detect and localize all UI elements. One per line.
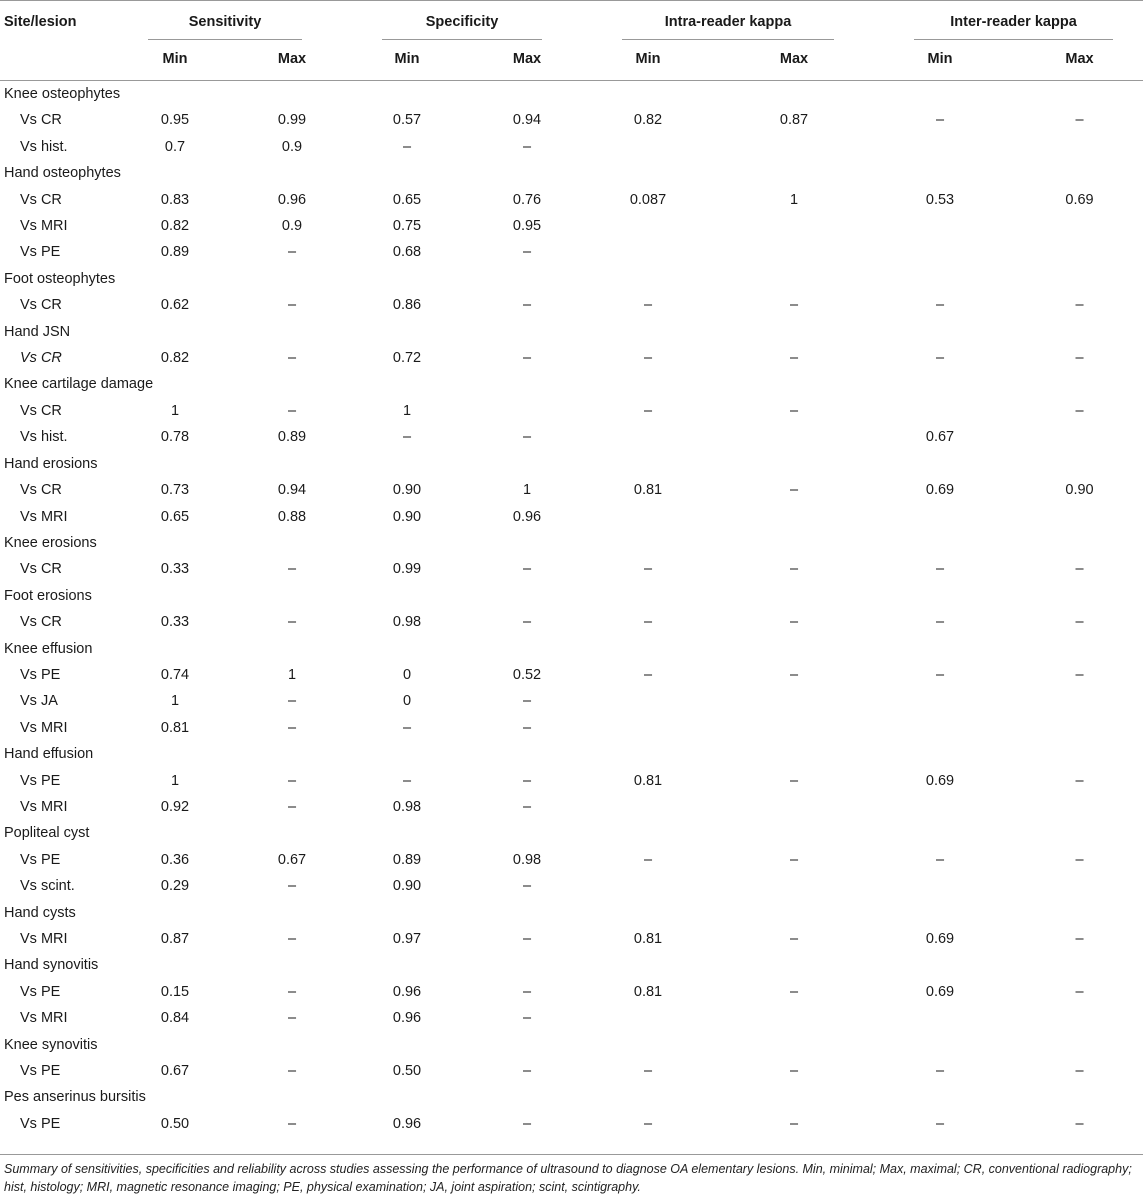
table-cell: 0.33	[160, 561, 190, 578]
table-row	[0, 239, 1143, 265]
section-row	[0, 371, 1143, 397]
table-cell: 0.82	[160, 218, 190, 235]
row-label: Vs MRI	[20, 508, 68, 525]
table-cell: –	[789, 1115, 799, 1132]
section-label: Knee erosions	[4, 534, 97, 551]
table-cell: 0.67	[277, 851, 307, 868]
section-row	[0, 952, 1143, 978]
table-cell: –	[402, 772, 412, 789]
table-cell: –	[1075, 561, 1084, 578]
section-label: Foot erosions	[4, 587, 92, 604]
row-label: Vs CR	[20, 561, 62, 578]
table-cell: –	[287, 1115, 297, 1132]
row-label: Vs CR	[20, 191, 62, 208]
table-cell: –	[935, 561, 945, 578]
table-row	[0, 213, 1143, 239]
table-cell: –	[1075, 350, 1084, 367]
section-row	[0, 636, 1143, 662]
table-row	[0, 715, 1143, 741]
table-cell: 0.87	[779, 112, 809, 129]
table-cell	[714, 213, 874, 239]
table-cell: 0.95	[512, 218, 542, 235]
table-cell: 0.69	[925, 772, 955, 789]
table-row	[0, 688, 1143, 714]
table-cell: 0.087	[629, 191, 667, 208]
table-cell: 0.98	[512, 851, 542, 868]
header-inter-kappa: Inter-reader kappa	[874, 0, 1143, 44]
table-cell: 0.81	[633, 983, 663, 1000]
table-cell: 0.7	[164, 138, 186, 155]
table-cell: 0.99	[277, 112, 307, 129]
table-cell: –	[789, 402, 799, 419]
section-row	[0, 530, 1143, 556]
table-row	[0, 1005, 1143, 1031]
table-cell: –	[643, 614, 653, 631]
table-cell	[874, 398, 1006, 424]
table-cell: 0.9	[281, 138, 303, 155]
table-cell	[582, 688, 714, 714]
table-cell: –	[287, 297, 297, 314]
table-cell: 0.82	[633, 112, 663, 129]
table-cell: 0.89	[160, 244, 190, 261]
row-label: Vs PE	[20, 666, 61, 683]
table-cell: 0.84	[160, 1010, 190, 1027]
table-cell: –	[287, 772, 297, 789]
section-row	[0, 741, 1143, 767]
table-cell	[1006, 794, 1143, 820]
table-cell: –	[789, 614, 799, 631]
header-site: Site/lesion	[4, 14, 77, 30]
section-label: Hand osteophytes	[4, 165, 121, 182]
section-row	[0, 81, 1143, 108]
header-max: Max	[1006, 44, 1143, 81]
bottom-rule	[0, 1154, 1143, 1155]
table-cell: 0.50	[160, 1115, 190, 1132]
table-cell: 0.88	[277, 508, 307, 525]
table-cell: 0.69	[925, 931, 955, 947]
row-label: Vs CR	[20, 614, 62, 631]
table-cell: –	[522, 798, 532, 815]
table-cell: –	[287, 719, 297, 736]
row-label: Vs MRI	[20, 931, 68, 947]
table-cell: 0	[402, 693, 412, 710]
table-cell: 0.78	[160, 429, 190, 446]
table-cell: 0.29	[160, 878, 190, 895]
row-label: Vs PE	[20, 983, 61, 1000]
table-cell	[1006, 239, 1143, 265]
table-cell: –	[643, 350, 653, 367]
table-cell: –	[935, 614, 945, 631]
table-cell	[874, 873, 1006, 899]
table-cell: 0.65	[392, 191, 422, 208]
table-cell: 0.86	[392, 297, 422, 314]
table-cell: –	[789, 561, 799, 578]
header-row-groups	[0, 0, 1143, 44]
table-cell: –	[789, 666, 799, 683]
table-cell: 1	[170, 772, 180, 789]
table-cell	[582, 794, 714, 820]
table-cell: –	[643, 666, 653, 683]
table-cell	[472, 398, 582, 424]
header-max: Max	[714, 44, 874, 81]
table-cell	[1006, 873, 1143, 899]
table-cell: 0.98	[392, 614, 422, 631]
table-cell	[1006, 134, 1143, 160]
table-cell: –	[287, 402, 297, 419]
table-cell: 0.96	[392, 1010, 422, 1027]
table-cell	[874, 134, 1006, 160]
table-cell: 0.96	[277, 191, 307, 208]
row-label: Vs CR	[20, 350, 62, 367]
table-row	[0, 424, 1143, 450]
table-cell: –	[402, 138, 412, 155]
table-cell: 0.92	[160, 798, 190, 815]
table-cell	[1006, 1005, 1143, 1031]
table-cell: –	[522, 1115, 532, 1132]
table-cell: –	[287, 878, 297, 895]
table-cell: 0.68	[392, 244, 422, 261]
row-label: Vs MRI	[20, 798, 68, 815]
table-cell: –	[935, 851, 945, 868]
table-cell: –	[789, 482, 799, 499]
table-cell	[874, 504, 1006, 530]
table-cell: –	[1075, 983, 1084, 1000]
table-cell	[714, 715, 874, 741]
row-label: Vs CR	[20, 297, 62, 314]
table-cell: 0.72	[392, 350, 422, 367]
table-cell: 0.73	[160, 482, 190, 499]
table-cell: –	[935, 112, 945, 129]
table-cell: –	[1075, 931, 1084, 947]
table-cell: –	[522, 244, 532, 261]
table-cell: 1	[287, 666, 297, 683]
table-cell: 0.90	[392, 508, 422, 525]
header-blank	[0, 44, 108, 81]
table-cell: –	[522, 878, 532, 895]
table-cell: 0.90	[392, 482, 422, 499]
table-cell: 0.15	[160, 983, 190, 1000]
table-row	[0, 187, 1143, 213]
table-cell	[1006, 504, 1143, 530]
table-cell: 1	[522, 482, 532, 499]
section-label: Knee osteophytes	[4, 86, 121, 102]
row-label: Vs CR	[20, 112, 62, 129]
table-cell: –	[287, 693, 297, 710]
table-cell: –	[1075, 851, 1084, 868]
table-cell: –	[522, 719, 532, 736]
table-cell: –	[402, 429, 412, 446]
header-specificity: Specificity	[342, 0, 582, 44]
table-row	[0, 662, 1143, 688]
table-cell	[874, 213, 1006, 239]
table-cell: 0.96	[392, 1115, 422, 1132]
section-row	[0, 319, 1143, 345]
table-cell	[874, 1005, 1006, 1031]
table-cell: 0.57	[392, 112, 422, 129]
section-row	[0, 451, 1143, 477]
table-cell: –	[287, 931, 297, 947]
table-cell: 0.96	[392, 983, 422, 1000]
header-sensitivity: Sensitivity	[108, 0, 342, 44]
table-cell	[874, 794, 1006, 820]
table-cell: 0.67	[925, 429, 955, 446]
table-cell	[1006, 424, 1143, 450]
table-row	[0, 979, 1143, 1005]
table-row	[0, 847, 1143, 873]
table-cell: –	[1075, 112, 1084, 129]
table-cell	[874, 715, 1006, 741]
table-cell: –	[643, 561, 653, 578]
section-label: Hand erosions	[4, 455, 98, 472]
table-cell: 0.96	[512, 508, 542, 525]
table-cell: 0.76	[512, 191, 542, 208]
table-cell: –	[1075, 297, 1084, 314]
table-cell: 0.69	[925, 983, 955, 1000]
table-cell: –	[522, 983, 532, 1000]
table-cell: –	[522, 772, 532, 789]
table-cell: 0.69	[925, 482, 955, 499]
table-cell: 0.62	[160, 297, 190, 314]
row-label: Vs CR	[20, 482, 62, 499]
table-cell: –	[287, 244, 297, 261]
section-label: Popliteal cyst	[4, 825, 90, 842]
table-cell: –	[287, 350, 297, 367]
section-row	[0, 820, 1143, 846]
table-cell: –	[287, 1063, 297, 1080]
table-cell: –	[789, 983, 799, 1000]
table-cell	[714, 873, 874, 899]
table-row	[0, 292, 1143, 318]
table-cell: –	[522, 297, 532, 314]
table-row	[0, 609, 1143, 635]
table-row	[0, 107, 1143, 133]
table-cell: 0.81	[633, 482, 663, 499]
table-row	[0, 768, 1143, 794]
table-body	[0, 81, 1143, 1138]
table-cell: –	[1075, 402, 1084, 419]
table-footnote: Summary of sensitivities, specificities and reliability across studies assessing the performance of ultrasound to diagnose OA elementary lesions. Min, minimal; Max, maximal; CR, conventional radiography; hist, histology; MRI, magnetic resonance imaging; PE, physical examination; JA, joint aspiration; scint, scintigraphy.	[4, 1162, 1132, 1194]
section-label: Pes anserinus bursitis	[4, 1089, 146, 1106]
table-cell	[714, 239, 874, 265]
table-row	[0, 926, 1143, 952]
table-cell	[714, 424, 874, 450]
table-row	[0, 794, 1143, 820]
table-cell: 0.75	[392, 218, 422, 235]
table-cell: –	[789, 297, 799, 314]
table-cell: 0.33	[160, 614, 190, 631]
table-cell: –	[1075, 772, 1084, 789]
table-cell: 0.83	[160, 191, 190, 208]
section-label: Knee cartilage damage	[4, 376, 154, 393]
table-row	[0, 345, 1143, 371]
table-cell: 1	[170, 402, 180, 419]
table-cell	[582, 1005, 714, 1031]
row-label: Vs MRI	[20, 218, 68, 235]
table-cell: 0.99	[392, 561, 422, 578]
table-cell: 0.67	[160, 1063, 190, 1080]
table-cell	[1006, 688, 1143, 714]
table-cell: 0.97	[392, 931, 422, 947]
table-cell: –	[1075, 1063, 1084, 1080]
table-cell: 0.89	[392, 851, 422, 868]
row-label: Vs JA	[20, 693, 58, 710]
header-max: Max	[242, 44, 342, 81]
table-cell: –	[789, 772, 799, 789]
table-cell	[582, 504, 714, 530]
table-cell: 0	[402, 666, 412, 683]
row-label: Vs hist.	[20, 429, 68, 446]
section-label: Hand JSN	[4, 323, 71, 340]
table-cell: –	[522, 1010, 532, 1027]
table-cell	[714, 794, 874, 820]
row-label: Vs hist.	[20, 138, 68, 155]
table-cell: –	[522, 429, 532, 446]
table-cell	[714, 504, 874, 530]
table-cell: 0.74	[160, 666, 190, 683]
table-cell: 0.52	[512, 666, 542, 683]
table-cell: 0.9	[281, 218, 303, 235]
section-label: Knee effusion	[4, 640, 93, 657]
table-row	[0, 398, 1143, 424]
table-cell: –	[522, 138, 532, 155]
section-row	[0, 583, 1143, 609]
table-cell: –	[789, 851, 799, 868]
table-cell	[714, 1005, 874, 1031]
table-cell: –	[935, 350, 945, 367]
table-cell: –	[1075, 614, 1084, 631]
section-row	[0, 160, 1143, 186]
table-cell: –	[789, 1063, 799, 1080]
row-label: Vs CR	[20, 402, 62, 419]
table-cell: 0.81	[633, 772, 663, 789]
table-cell	[582, 213, 714, 239]
table-cell: –	[287, 614, 297, 631]
table-cell: –	[935, 1063, 945, 1080]
table-cell: –	[1075, 666, 1084, 683]
header-max: Max	[472, 44, 582, 81]
table-cell: –	[643, 402, 653, 419]
table-cell: –	[643, 851, 653, 868]
table-cell: 0.90	[392, 878, 422, 895]
row-label: Vs PE	[20, 1115, 61, 1132]
table-cell: 0.95	[160, 112, 190, 129]
table-cell	[582, 239, 714, 265]
row-label: Vs MRI	[20, 1010, 68, 1027]
section-row	[0, 900, 1143, 926]
section-label: Hand cysts	[4, 904, 76, 921]
table-cell: –	[287, 561, 297, 578]
table-cell: 0.50	[392, 1063, 422, 1080]
table-cell: –	[935, 1115, 945, 1132]
table-cell: –	[522, 350, 532, 367]
row-label: Vs PE	[20, 772, 61, 789]
table-cell: 0.53	[925, 191, 955, 208]
table-row	[0, 873, 1143, 899]
row-label: Vs PE	[20, 851, 61, 868]
table-cell: 0.94	[277, 482, 307, 499]
table-row	[0, 556, 1143, 582]
table-cell: 0.89	[277, 429, 307, 446]
table-cell	[582, 715, 714, 741]
table-cell: 0.87	[160, 931, 190, 947]
table-cell: –	[789, 931, 799, 947]
table-cell: –	[287, 1010, 297, 1027]
table-row	[0, 504, 1143, 530]
table-cell	[714, 688, 874, 714]
table-cell	[582, 873, 714, 899]
table-cell: 0.81	[160, 719, 190, 736]
row-label: Vs scint.	[20, 878, 75, 895]
table-row	[0, 477, 1143, 503]
table-cell: 0.94	[512, 112, 542, 129]
table-cell	[1006, 715, 1143, 741]
header-min: Min	[108, 44, 242, 81]
section-row	[0, 266, 1143, 292]
table-cell: 1	[789, 191, 799, 208]
table-cell: 0.90	[1065, 482, 1094, 499]
table-cell: –	[522, 931, 532, 947]
header-intra-kappa: Intra-reader kappa	[582, 0, 874, 44]
table-cell: –	[522, 693, 532, 710]
table-cell: 1	[402, 402, 412, 419]
table-cell: –	[522, 614, 532, 631]
table-cell: –	[643, 297, 653, 314]
table-cell: –	[643, 1063, 653, 1080]
header-min: Min	[582, 44, 714, 81]
section-label: Hand effusion	[4, 746, 94, 763]
table-cell: –	[287, 983, 297, 1000]
table-cell: 1	[170, 693, 180, 710]
table-cell: –	[643, 1115, 653, 1132]
row-label: Vs PE	[20, 1063, 61, 1080]
section-label: Foot osteophytes	[4, 270, 116, 287]
section-label: Knee synovitis	[4, 1036, 98, 1053]
table-cell: –	[935, 666, 945, 683]
header-row-minmax	[0, 44, 1143, 81]
table-cell	[874, 239, 1006, 265]
table-cell: –	[402, 719, 412, 736]
table-cell: –	[935, 297, 945, 314]
table-cell	[582, 424, 714, 450]
table-cell	[582, 134, 714, 160]
section-row	[0, 1032, 1143, 1058]
table-cell: 0.81	[633, 931, 663, 947]
table-cell: –	[1075, 1115, 1084, 1132]
table-cell	[1006, 213, 1143, 239]
row-label: Vs PE	[20, 244, 61, 261]
table-cell: –	[522, 561, 532, 578]
table-row	[0, 1058, 1143, 1084]
table-cell: 0.65	[160, 508, 190, 525]
header-min: Min	[874, 44, 1006, 81]
section-label: Hand synovitis	[4, 957, 99, 974]
table-cell: –	[522, 1063, 532, 1080]
table-cell: 0.98	[392, 798, 422, 815]
table-cell: –	[789, 350, 799, 367]
table-cell	[714, 134, 874, 160]
table-cell: 0.36	[160, 851, 190, 868]
header-min: Min	[342, 44, 472, 81]
table-cell	[874, 688, 1006, 714]
table-cell: 0.69	[1065, 191, 1094, 208]
table-cell: 0.82	[160, 350, 190, 367]
table-row	[0, 1111, 1143, 1137]
table-cell: –	[287, 798, 297, 815]
table-row	[0, 134, 1143, 160]
section-row	[0, 1084, 1143, 1110]
row-label: Vs MRI	[20, 719, 68, 736]
